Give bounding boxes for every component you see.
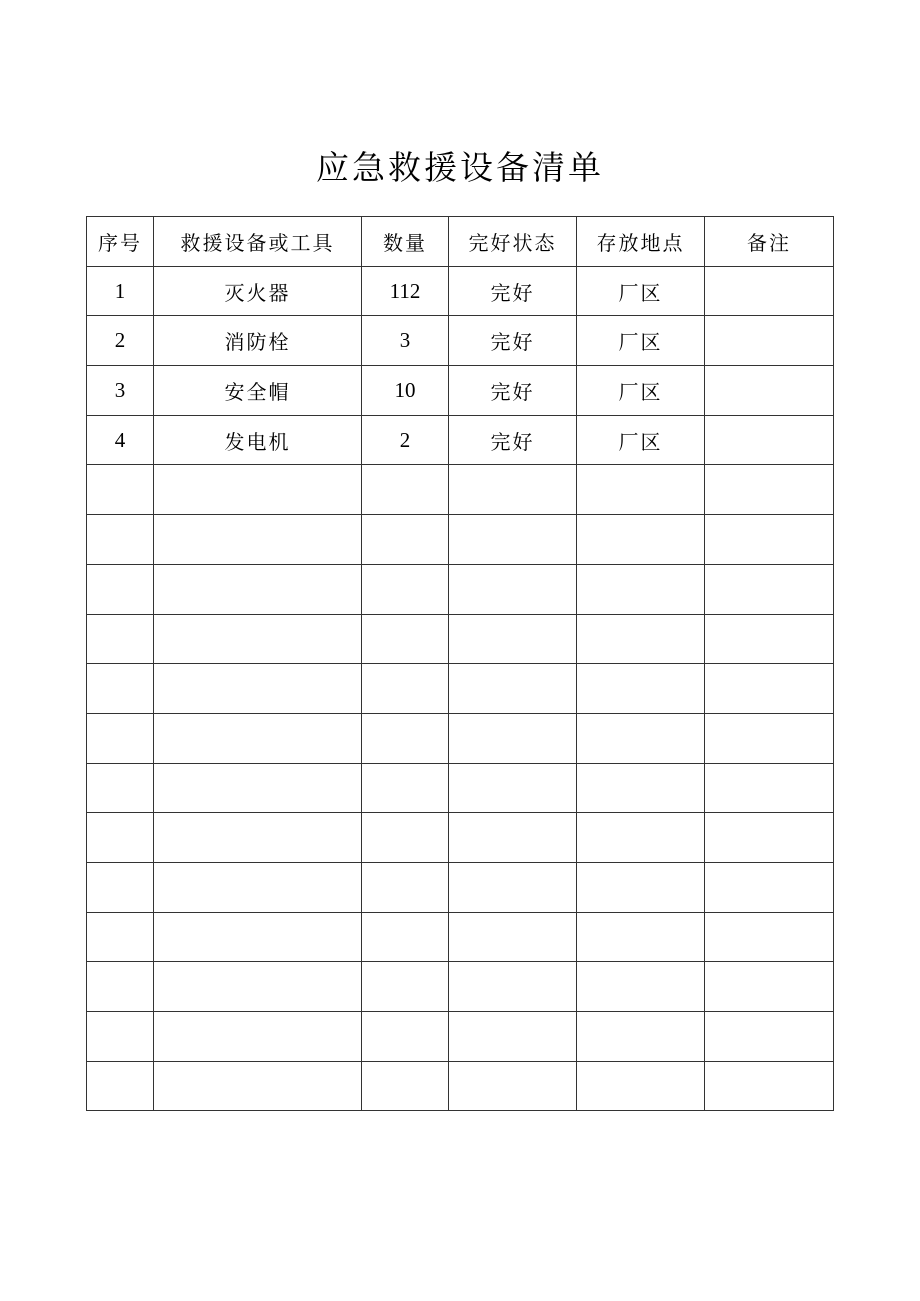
- cell-equipment: [154, 664, 362, 714]
- cell-equipment: [154, 713, 362, 763]
- cell-index: [87, 1012, 154, 1062]
- cell-remarks: [705, 366, 834, 416]
- cell-remarks: [705, 1012, 834, 1062]
- header-equipment: 救援设备或工具: [154, 217, 362, 267]
- table-row: [87, 862, 834, 912]
- cell-index: 3: [87, 366, 154, 416]
- cell-condition: [449, 862, 577, 912]
- table-header-row: [87, 217, 834, 267]
- table-row: [87, 366, 834, 416]
- cell-equipment: [154, 614, 362, 664]
- cell-equipment: [154, 515, 362, 565]
- cell-location: [577, 1061, 705, 1111]
- cell-condition: [449, 515, 577, 565]
- cell-condition: [449, 813, 577, 863]
- cell-location: [577, 614, 705, 664]
- cell-quantity: [362, 862, 449, 912]
- header-index: 序号: [87, 217, 154, 267]
- cell-location: [577, 1012, 705, 1062]
- table-row: [87, 1061, 834, 1111]
- cell-index: [87, 465, 154, 515]
- cell-condition: 完好: [449, 316, 577, 366]
- table-row: [87, 962, 834, 1012]
- cell-quantity: 2: [362, 415, 449, 465]
- cell-index: [87, 912, 154, 962]
- table-row: [87, 813, 834, 863]
- table-row: [87, 266, 834, 316]
- cell-remarks: [705, 316, 834, 366]
- cell-quantity: [362, 465, 449, 515]
- cell-quantity: [362, 1012, 449, 1062]
- cell-condition: [449, 1061, 577, 1111]
- cell-remarks: [705, 862, 834, 912]
- table-row: [87, 465, 834, 515]
- table-row: [87, 515, 834, 565]
- cell-condition: [449, 564, 577, 614]
- cell-condition: [449, 763, 577, 813]
- cell-index: 4: [87, 415, 154, 465]
- cell-location: 厂区: [577, 366, 705, 416]
- cell-equipment: 安全帽: [154, 366, 362, 416]
- cell-condition: 完好: [449, 266, 577, 316]
- cell-equipment: [154, 912, 362, 962]
- cell-location: [577, 713, 705, 763]
- cell-condition: 完好: [449, 415, 577, 465]
- cell-quantity: [362, 763, 449, 813]
- cell-index: [87, 664, 154, 714]
- cell-location: [577, 465, 705, 515]
- cell-remarks: [705, 614, 834, 664]
- equipment-table: [86, 216, 834, 1111]
- cell-quantity: [362, 912, 449, 962]
- cell-equipment: 发电机: [154, 415, 362, 465]
- cell-quantity: [362, 564, 449, 614]
- cell-equipment: [154, 813, 362, 863]
- cell-index: 2: [87, 316, 154, 366]
- cell-location: [577, 664, 705, 714]
- cell-quantity: [362, 614, 449, 664]
- header-location: 存放地点: [577, 217, 705, 267]
- cell-quantity: 3: [362, 316, 449, 366]
- page-title: 应急救援设备清单: [316, 148, 604, 187]
- table-row: [87, 763, 834, 813]
- cell-remarks: [705, 763, 834, 813]
- table-row: [87, 664, 834, 714]
- cell-equipment: [154, 564, 362, 614]
- table-row: [87, 316, 834, 366]
- cell-condition: [449, 614, 577, 664]
- cell-location: [577, 962, 705, 1012]
- cell-quantity: 112: [362, 266, 449, 316]
- cell-remarks: [705, 515, 834, 565]
- cell-condition: [449, 713, 577, 763]
- cell-equipment: 消防栓: [154, 316, 362, 366]
- cell-condition: 完好: [449, 366, 577, 416]
- table-row: [87, 564, 834, 614]
- cell-index: [87, 862, 154, 912]
- cell-quantity: [362, 664, 449, 714]
- cell-location: [577, 813, 705, 863]
- cell-index: [87, 713, 154, 763]
- cell-quantity: [362, 813, 449, 863]
- cell-remarks: [705, 564, 834, 614]
- cell-quantity: [362, 1061, 449, 1111]
- table-row: [87, 415, 834, 465]
- cell-remarks: [705, 813, 834, 863]
- cell-index: 1: [87, 266, 154, 316]
- table-row: [87, 1012, 834, 1062]
- cell-equipment: [154, 1061, 362, 1111]
- cell-index: [87, 564, 154, 614]
- cell-remarks: [705, 962, 834, 1012]
- cell-location: [577, 515, 705, 565]
- cell-remarks: [705, 266, 834, 316]
- cell-location: 厂区: [577, 316, 705, 366]
- table-row: [87, 713, 834, 763]
- cell-location: 厂区: [577, 415, 705, 465]
- cell-index: [87, 614, 154, 664]
- cell-quantity: [362, 515, 449, 565]
- cell-equipment: [154, 1012, 362, 1062]
- table-body: [87, 266, 834, 1111]
- cell-quantity: [362, 713, 449, 763]
- cell-location: [577, 862, 705, 912]
- cell-location: [577, 763, 705, 813]
- cell-location: [577, 564, 705, 614]
- cell-equipment: [154, 763, 362, 813]
- cell-condition: [449, 962, 577, 1012]
- cell-remarks: [705, 912, 834, 962]
- table-row: [87, 614, 834, 664]
- cell-equipment: 灭火器: [154, 266, 362, 316]
- cell-index: [87, 515, 154, 565]
- header-condition: 完好状态: [449, 217, 577, 267]
- header-remarks: 备注: [705, 217, 834, 267]
- cell-index: [87, 763, 154, 813]
- cell-location: 厂区: [577, 266, 705, 316]
- cell-equipment: [154, 962, 362, 1012]
- cell-index: [87, 1061, 154, 1111]
- cell-index: [87, 813, 154, 863]
- cell-quantity: 10: [362, 366, 449, 416]
- cell-condition: [449, 465, 577, 515]
- cell-location: [577, 912, 705, 962]
- cell-equipment: [154, 862, 362, 912]
- cell-remarks: [705, 1061, 834, 1111]
- cell-equipment: [154, 465, 362, 515]
- cell-remarks: [705, 664, 834, 714]
- header-quantity: 数量: [362, 217, 449, 267]
- cell-condition: [449, 1012, 577, 1062]
- cell-remarks: [705, 415, 834, 465]
- table-row: [87, 912, 834, 962]
- cell-condition: [449, 912, 577, 962]
- cell-remarks: [705, 713, 834, 763]
- cell-quantity: [362, 962, 449, 1012]
- cell-remarks: [705, 465, 834, 515]
- cell-condition: [449, 664, 577, 714]
- cell-index: [87, 962, 154, 1012]
